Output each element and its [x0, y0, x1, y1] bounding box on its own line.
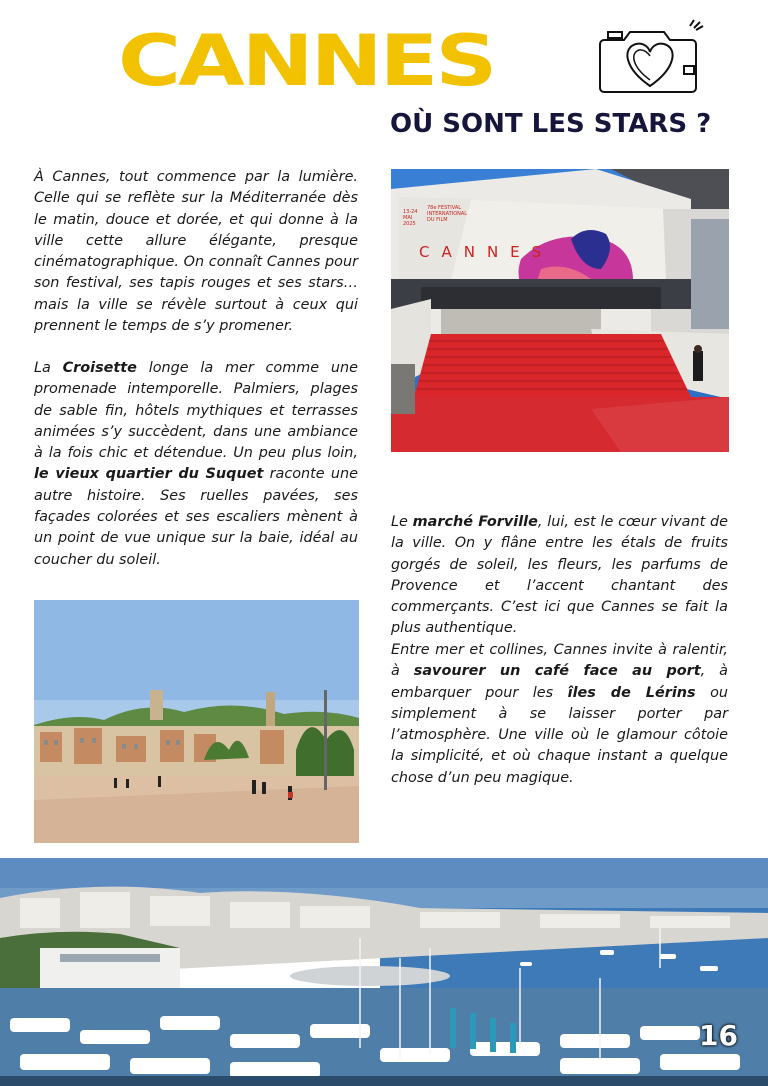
- forville-paragraph: [391, 512, 728, 640]
- croisette-paragraph: [34, 358, 358, 571]
- cannes-port-panorama-photo: [0, 858, 768, 1086]
- closing-text-3: ou simplement à se laisser porter par l’atmosphère. Une ville où le glamour côtoie la simplicité, et où chaque instant a quelque chose d’un peu magique.: [391, 684, 728, 786]
- poster-dates3: 2025: [403, 221, 416, 227]
- croisette-highlight: Croisette: [62, 360, 137, 376]
- closing-paragraph: [391, 640, 728, 789]
- camera-heart-icon: [594, 18, 706, 98]
- poster-dates2: MAI: [403, 215, 413, 221]
- croisette-prefix: La: [34, 360, 63, 376]
- page-number: 16: [699, 1019, 738, 1052]
- poster-line3: DU FILM: [427, 217, 448, 223]
- suquet-highlight: le vieux quartier du Suquet: [34, 466, 264, 483]
- forville-text: , lui, est le cœur vivant de la ville. On y flâne entre les étals de fruits gorgés de soleil, les fleurs, les parfums de Provence et l’accent chantant des commerçants. C’est ici que Cannes se fait la plus authentique.: [391, 514, 728, 637]
- suquet-text: raconte une autre histoire. Ses ruelles pavées, ses façades colorées et ses escaliers mènent à un point de vue unique sur la baie, idéal au coucher du soleil.: [34, 466, 358, 568]
- poster-line2: INTERNATIONAL: [427, 211, 468, 217]
- suquet-old-town-photo: [34, 600, 359, 843]
- forville-highlight: marché Forville: [412, 514, 538, 530]
- closing-text-2: , à embarquer pour les: [391, 663, 728, 701]
- forville-prefix: Le: [391, 514, 413, 530]
- poster-word: CANNES: [419, 243, 554, 261]
- cafe-highlight: savourer un café face au port: [413, 663, 701, 680]
- page-subtitle: OÙ SONT LES STARS ?: [390, 109, 712, 139]
- festival-palace-photo: [391, 169, 729, 452]
- page-title: CANNES: [118, 20, 495, 103]
- poster-dates1: 13-24: [403, 209, 418, 215]
- poster-line1: 78e FESTIVAL: [427, 205, 462, 211]
- croisette-text: longe la mer comme une promenade intemporelle. Palmiers, plages de sable fin, hôtels mythiques et terrasses animées s’y succèdent, dans une ambiance à la fois chic et détendue. Un peu plus loin,: [34, 360, 358, 462]
- intro-paragraph: À Cannes, tout commence par la lumière. Celle qui se reflète sur la Méditerranée dès le matin, douce et dorée, et qui donne à la ville cette allure élégante, presque cinématographique. On connaît Cannes pour son festival, ses tapis rouges et ses stars… mais la ville se révèle surtout à ceux qui prennent le temps de s’y promener.: [34, 169, 358, 335]
- lerins-highlight: îles de Lérins: [567, 684, 696, 701]
- closing-text-1: Entre mer et collines, Cannes invite à ralentir, à: [391, 642, 728, 680]
